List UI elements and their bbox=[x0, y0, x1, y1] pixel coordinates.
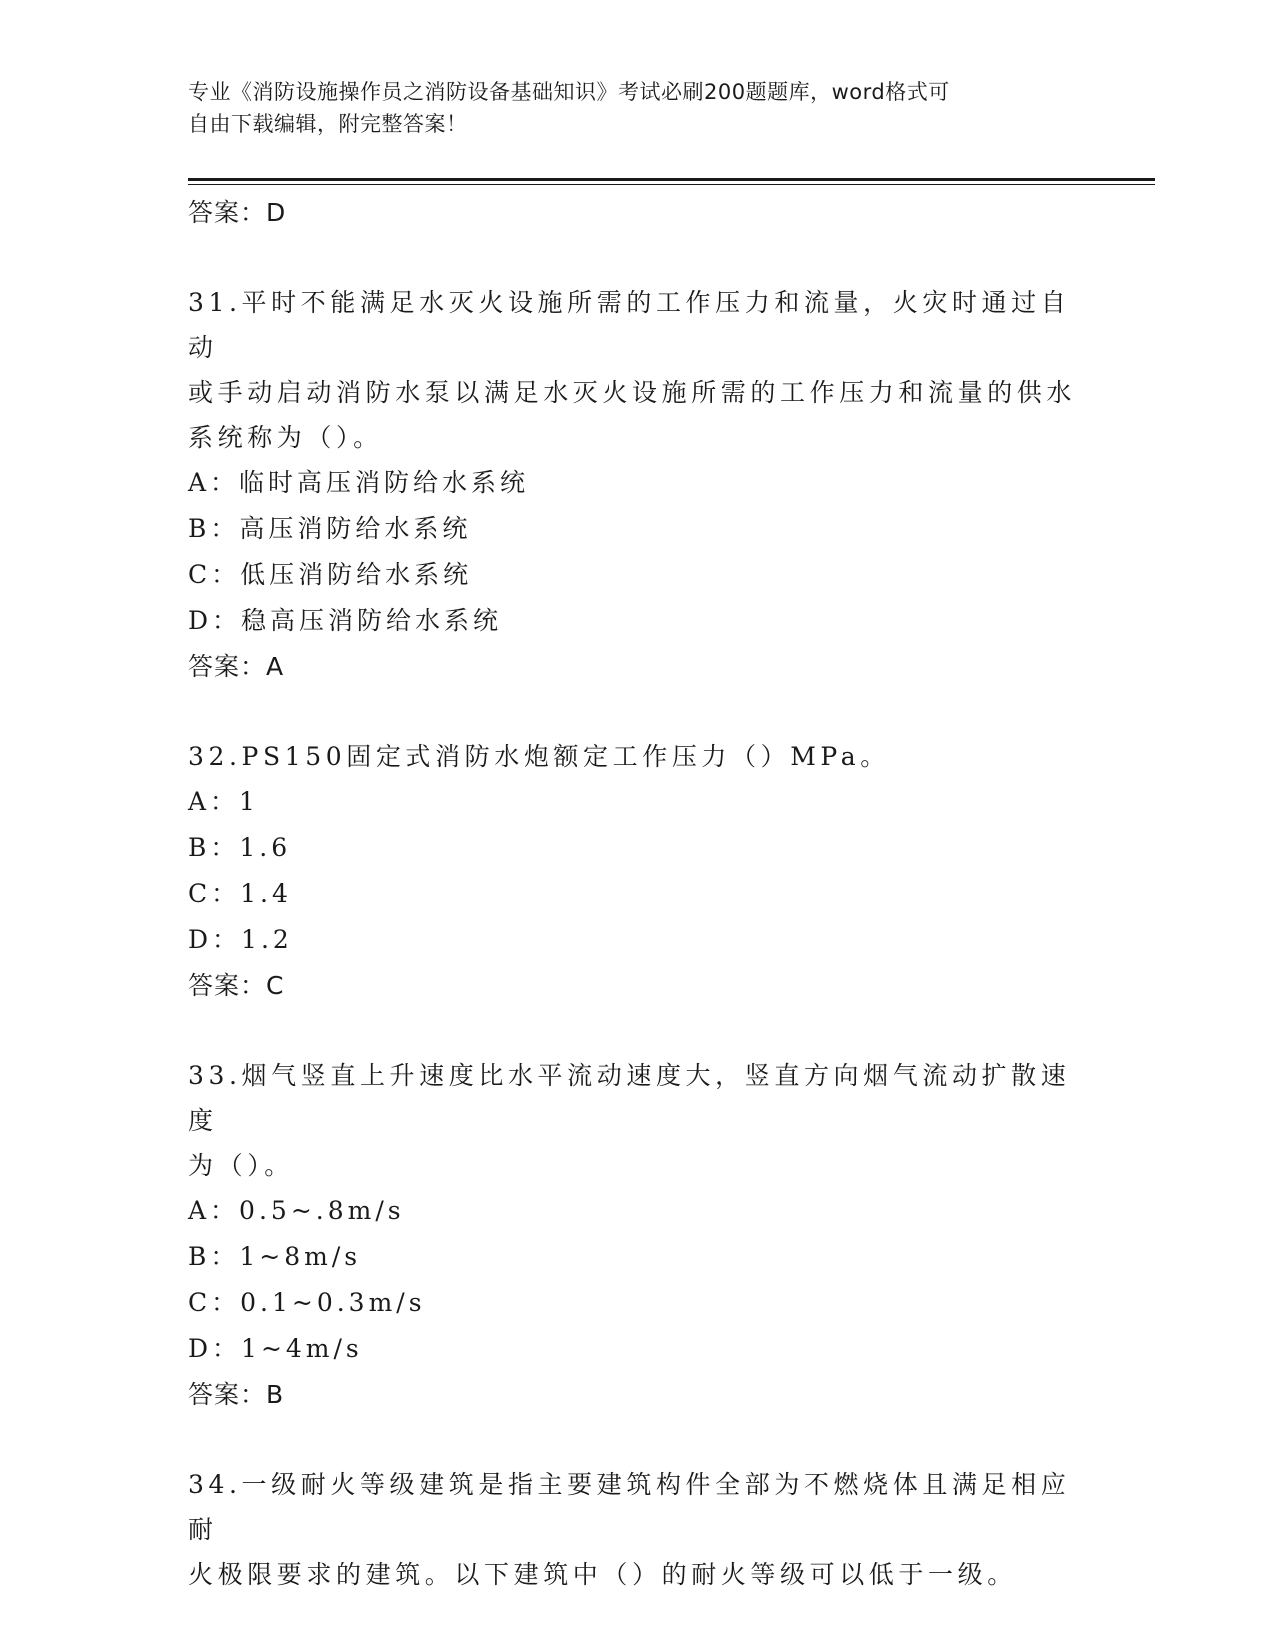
question-32-text bbox=[188, 734, 1088, 779]
question-33 bbox=[188, 1053, 1088, 1418]
header-line-1: 专业《消防设施操作员之消防设备基础知识》考试必刷200题题库，word格式可 bbox=[188, 80, 950, 104]
option-c: C：1.4 bbox=[188, 879, 292, 908]
spacer bbox=[188, 236, 1088, 280]
question-31-text bbox=[188, 280, 1088, 460]
option-d: D：1.2 bbox=[188, 925, 293, 954]
question-34-text bbox=[188, 1462, 1088, 1597]
header-line-2: 自由下载编辑，附完整答案！ bbox=[188, 112, 468, 136]
option-a: A：0.5~.8m/s bbox=[188, 1196, 405, 1225]
question-line: 火极限要求的建筑。以下建筑中（）的耐火等级可以低于一级。 bbox=[188, 1560, 1017, 1589]
question-line: 34.一级耐火等级建筑是指主要建筑构件全部为不燃烧体且满足相应耐 bbox=[188, 1470, 1071, 1544]
question-33-text bbox=[188, 1053, 1088, 1188]
question-line: 系统称为（）。 bbox=[188, 423, 383, 452]
option-b: B：高压消防给水系统 bbox=[188, 514, 472, 543]
header-divider-thin bbox=[188, 184, 1155, 185]
option-b: B：1.6 bbox=[188, 833, 292, 862]
option-b: B：1~8m/s bbox=[188, 1242, 362, 1271]
option-c: C：低压消防给水系统 bbox=[188, 560, 473, 589]
question-31 bbox=[188, 280, 1088, 690]
question-34 bbox=[188, 1462, 1088, 1597]
option-a: A：临时高压消防给水系统 bbox=[188, 468, 530, 497]
spacer bbox=[188, 690, 1088, 734]
header-divider bbox=[188, 178, 1155, 181]
answer-32: 答案：C bbox=[188, 971, 285, 1000]
spacer bbox=[188, 1009, 1088, 1053]
question-line: 31.平时不能满足水灭火设施所需的工作压力和流量，火灾时通过自动 bbox=[188, 288, 1071, 362]
question-line: 或手动启动消防水泵以满足水灭火设施所需的工作压力和流量的供水 bbox=[188, 378, 1077, 407]
document-header bbox=[188, 76, 1088, 140]
answer-33: 答案：B bbox=[188, 1380, 285, 1409]
answer-30: 答案：D bbox=[188, 198, 287, 227]
question-list bbox=[188, 190, 1088, 1597]
question-line: 32.PS150固定式消防水炮额定工作压力（）MPa。 bbox=[188, 742, 890, 771]
question-line: 33.烟气竖直上升速度比水平流动速度大，竖直方向烟气流动扩散速度 bbox=[188, 1061, 1071, 1135]
answer-31: 答案：A bbox=[188, 652, 285, 681]
option-d: D：1~4m/s bbox=[188, 1334, 363, 1363]
spacer bbox=[188, 1418, 1088, 1462]
option-d: D：稳高压消防给水系统 bbox=[188, 606, 503, 635]
option-a: A：1 bbox=[188, 787, 259, 816]
question-line: 为（）。 bbox=[188, 1151, 294, 1180]
option-c: C：0.1~0.3m/s bbox=[188, 1288, 426, 1317]
question-32 bbox=[188, 734, 1088, 1009]
